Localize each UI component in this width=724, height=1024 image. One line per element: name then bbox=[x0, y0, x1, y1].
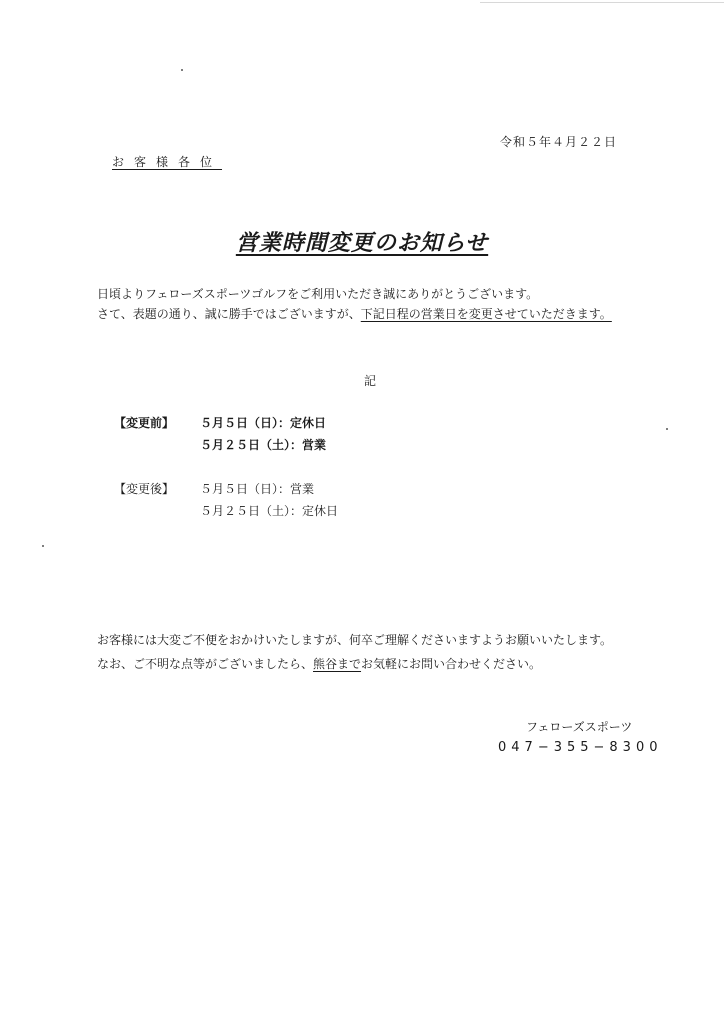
scan-speck bbox=[181, 69, 183, 71]
intro-line-1: 日頃よりフェローズスポーツゴルフをご利用いただき誠にありがとうございます。 bbox=[97, 287, 539, 301]
before-label: 【変更前】 bbox=[114, 416, 175, 430]
company-name: フェローズスポーツ bbox=[526, 720, 633, 734]
before-schedule-line: ５月２５日（土）：営業 bbox=[200, 438, 327, 452]
document-date: 令和５年４月２２日 bbox=[500, 135, 618, 149]
scan-edge-line bbox=[480, 2, 724, 3]
contact-person: 熊谷まで bbox=[313, 657, 362, 671]
after-label: 【変更後】 bbox=[114, 482, 175, 496]
closing-line-1: お客様には大変ご不便をおかけいたしますが、何卒ご理解くださいますようお願いいたします。 bbox=[97, 633, 613, 647]
page-title-text: 営業時間変更のお知らせ bbox=[235, 230, 489, 256]
before-schedule-line: ５月５日（日）：定休日 bbox=[200, 416, 327, 430]
after-schedule-line: ５月２５日（土）：定休日 bbox=[200, 504, 339, 518]
intro-line-2-underlined: 下記日程の営業日を変更させていただきます。 bbox=[360, 307, 612, 321]
after-schedule-line: ５月５日（日）：営業 bbox=[200, 482, 315, 496]
recipient-line: お客様各位 bbox=[112, 155, 223, 169]
ki-heading: 記 bbox=[364, 374, 377, 388]
phone-number: 047−355−8300 bbox=[498, 740, 663, 755]
intro-line-2-prefix: さて、表題の通り、誠に勝手ではございますが、 bbox=[97, 307, 361, 321]
scan-speck bbox=[42, 545, 44, 547]
intro-line-2 bbox=[97, 305, 612, 322]
closing-line-2 bbox=[97, 655, 541, 672]
scan-speck bbox=[666, 428, 668, 430]
closing-line-2-prefix: なお、ご不明な点等がございましたら、 bbox=[97, 657, 314, 671]
page-title bbox=[0, 226, 724, 257]
closing-line-2-suffix: お気軽にお問い合わせください。 bbox=[361, 657, 542, 671]
